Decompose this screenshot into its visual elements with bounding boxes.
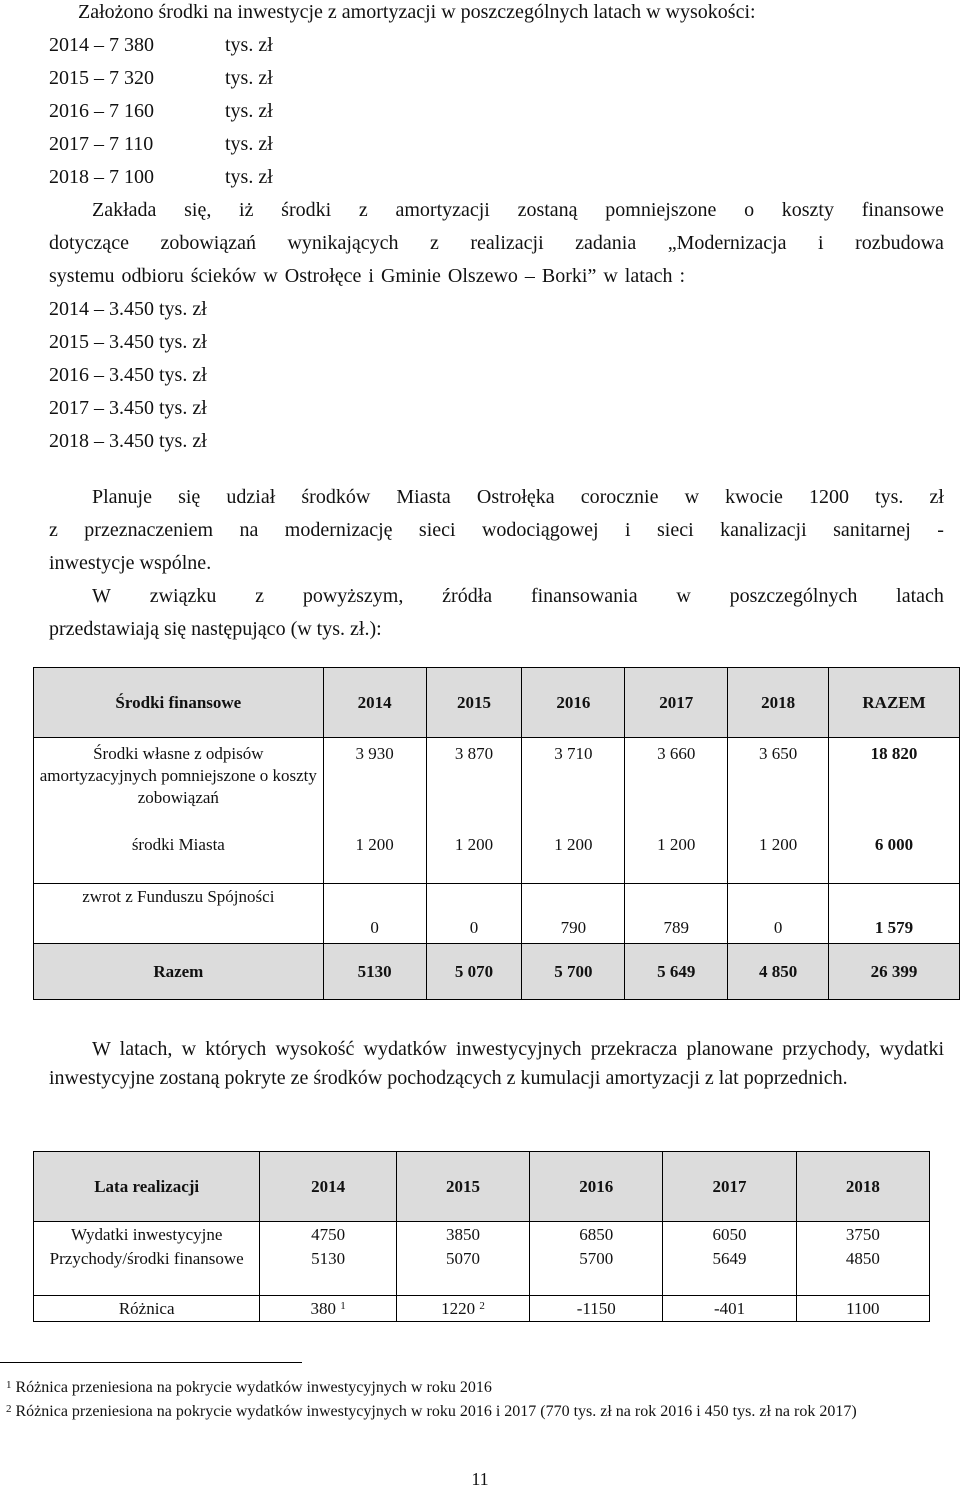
table-header-row: Lata realizacji 2014 2015 2016 2017 2018: [34, 1152, 930, 1222]
financing-table: [33, 667, 960, 1000]
table-row: Przychody/środki finansowe 5130 5070 5700 5649 4850: [34, 1248, 930, 1296]
para3-line1: Planuje się udział środków Miasta Ostrołęka corocznie w kwocie 1200 tys. zł: [92, 486, 944, 508]
table-row: Wydatki inwestycyjne 4750 3850 6850 6050 3750: [34, 1222, 930, 1248]
amortization-line: 2017 – 7 110 tys. zł: [49, 133, 273, 155]
para3-line4: W związku z powyższym, źródła finansowania w poszczególnych latach: [92, 585, 944, 607]
para3-line5: przedstawiają się następująco (w tys. zł.):: [49, 618, 382, 640]
table-total-row: Razem 5130 5 070 5 700 5 649 4 850 26 399: [34, 944, 960, 1000]
table-row: środki Miasta 1 200 1 200 1 200 1 200 1 200 6 000: [34, 834, 960, 884]
table-header-row: Środki finansowe 2014 2015 2016 2017 2018 RAZEM: [34, 668, 960, 738]
table-row: Różnica 380 $^1$ 1220 $^2$ -1150 -401 1100: [34, 1296, 930, 1322]
para2-line2: dotyczące zobowiązań wynikających z realizacji zadania „Modernizacja i rozbudowa: [49, 232, 944, 254]
para2-line1: Zakłada się, iż środki z amortyzacji zostaną pomniejszone o koszty finansowe: [92, 199, 944, 221]
footnote-1: $^1$ Różnica przeniesiona na pokrycie wydatków inwestycyjnych w roku 2016: [6, 1379, 492, 1396]
cost-line: 2018 – 3.450 tys. zł: [49, 430, 207, 452]
cost-line: 2015 – 3.450 tys. zł: [49, 331, 207, 353]
intro-line: Założono środki na inwestycje z amortyzacji w poszczególnych latach w wysokości:: [78, 1, 756, 23]
amortization-line: 2015 – 7 320 tys. zł: [49, 67, 273, 89]
amortization-line: 2018 – 7 100 tys. zł: [49, 166, 273, 188]
table-row: Środki własne z odpisów amortyzacyjnych pomniejszone o koszty zobowiązań 3 930 3 870 3 710 3 660 3 650 18 820: [34, 738, 960, 834]
para3-line3: inwestycje wspólne.: [49, 552, 212, 574]
realization-table: [33, 1151, 930, 1322]
amortization-line: 2016 – 7 160 tys. zł: [49, 100, 273, 122]
cost-line: 2014 – 3.450 tys. zł: [49, 298, 207, 320]
footnote-separator: [0, 1362, 302, 1363]
para2-line3: systemu odbioru ścieków w Ostrołęce i Gminie Olszewo – Borki” w latach :: [49, 265, 686, 287]
para3-line2: z przeznaczeniem na modernizację sieci wodociągowej i sieci kanalizacji sanitarnej -: [49, 519, 944, 541]
footnote-2: $^2$ Różnica przeniesiona na pokrycie wydatków inwestycyjnych w roku 2016 i 2017 (770 tys. zł na rok 2016 i 450 tys. zł na rok 2017): [6, 1403, 857, 1420]
page-number: 11: [471, 1469, 489, 1489]
table-row: zwrot z Funduszu Spójności 0 0 790 789 0 1 579: [34, 884, 960, 944]
cost-line: 2017 – 3.450 tys. zł: [49, 397, 207, 419]
para4: W latach, w których wysokość wydatków inwestycyjnych przekracza planowane przychody, wydatki inwestycyjne zostaną pokryte ze środków pochodzących z kumulacji amortyzacji z lat poprzednich.: [49, 1038, 944, 1089]
cost-line: 2016 – 3.450 tys. zł: [49, 364, 207, 386]
amortization-line: 2014 – 7 380 tys. zł: [49, 34, 273, 56]
